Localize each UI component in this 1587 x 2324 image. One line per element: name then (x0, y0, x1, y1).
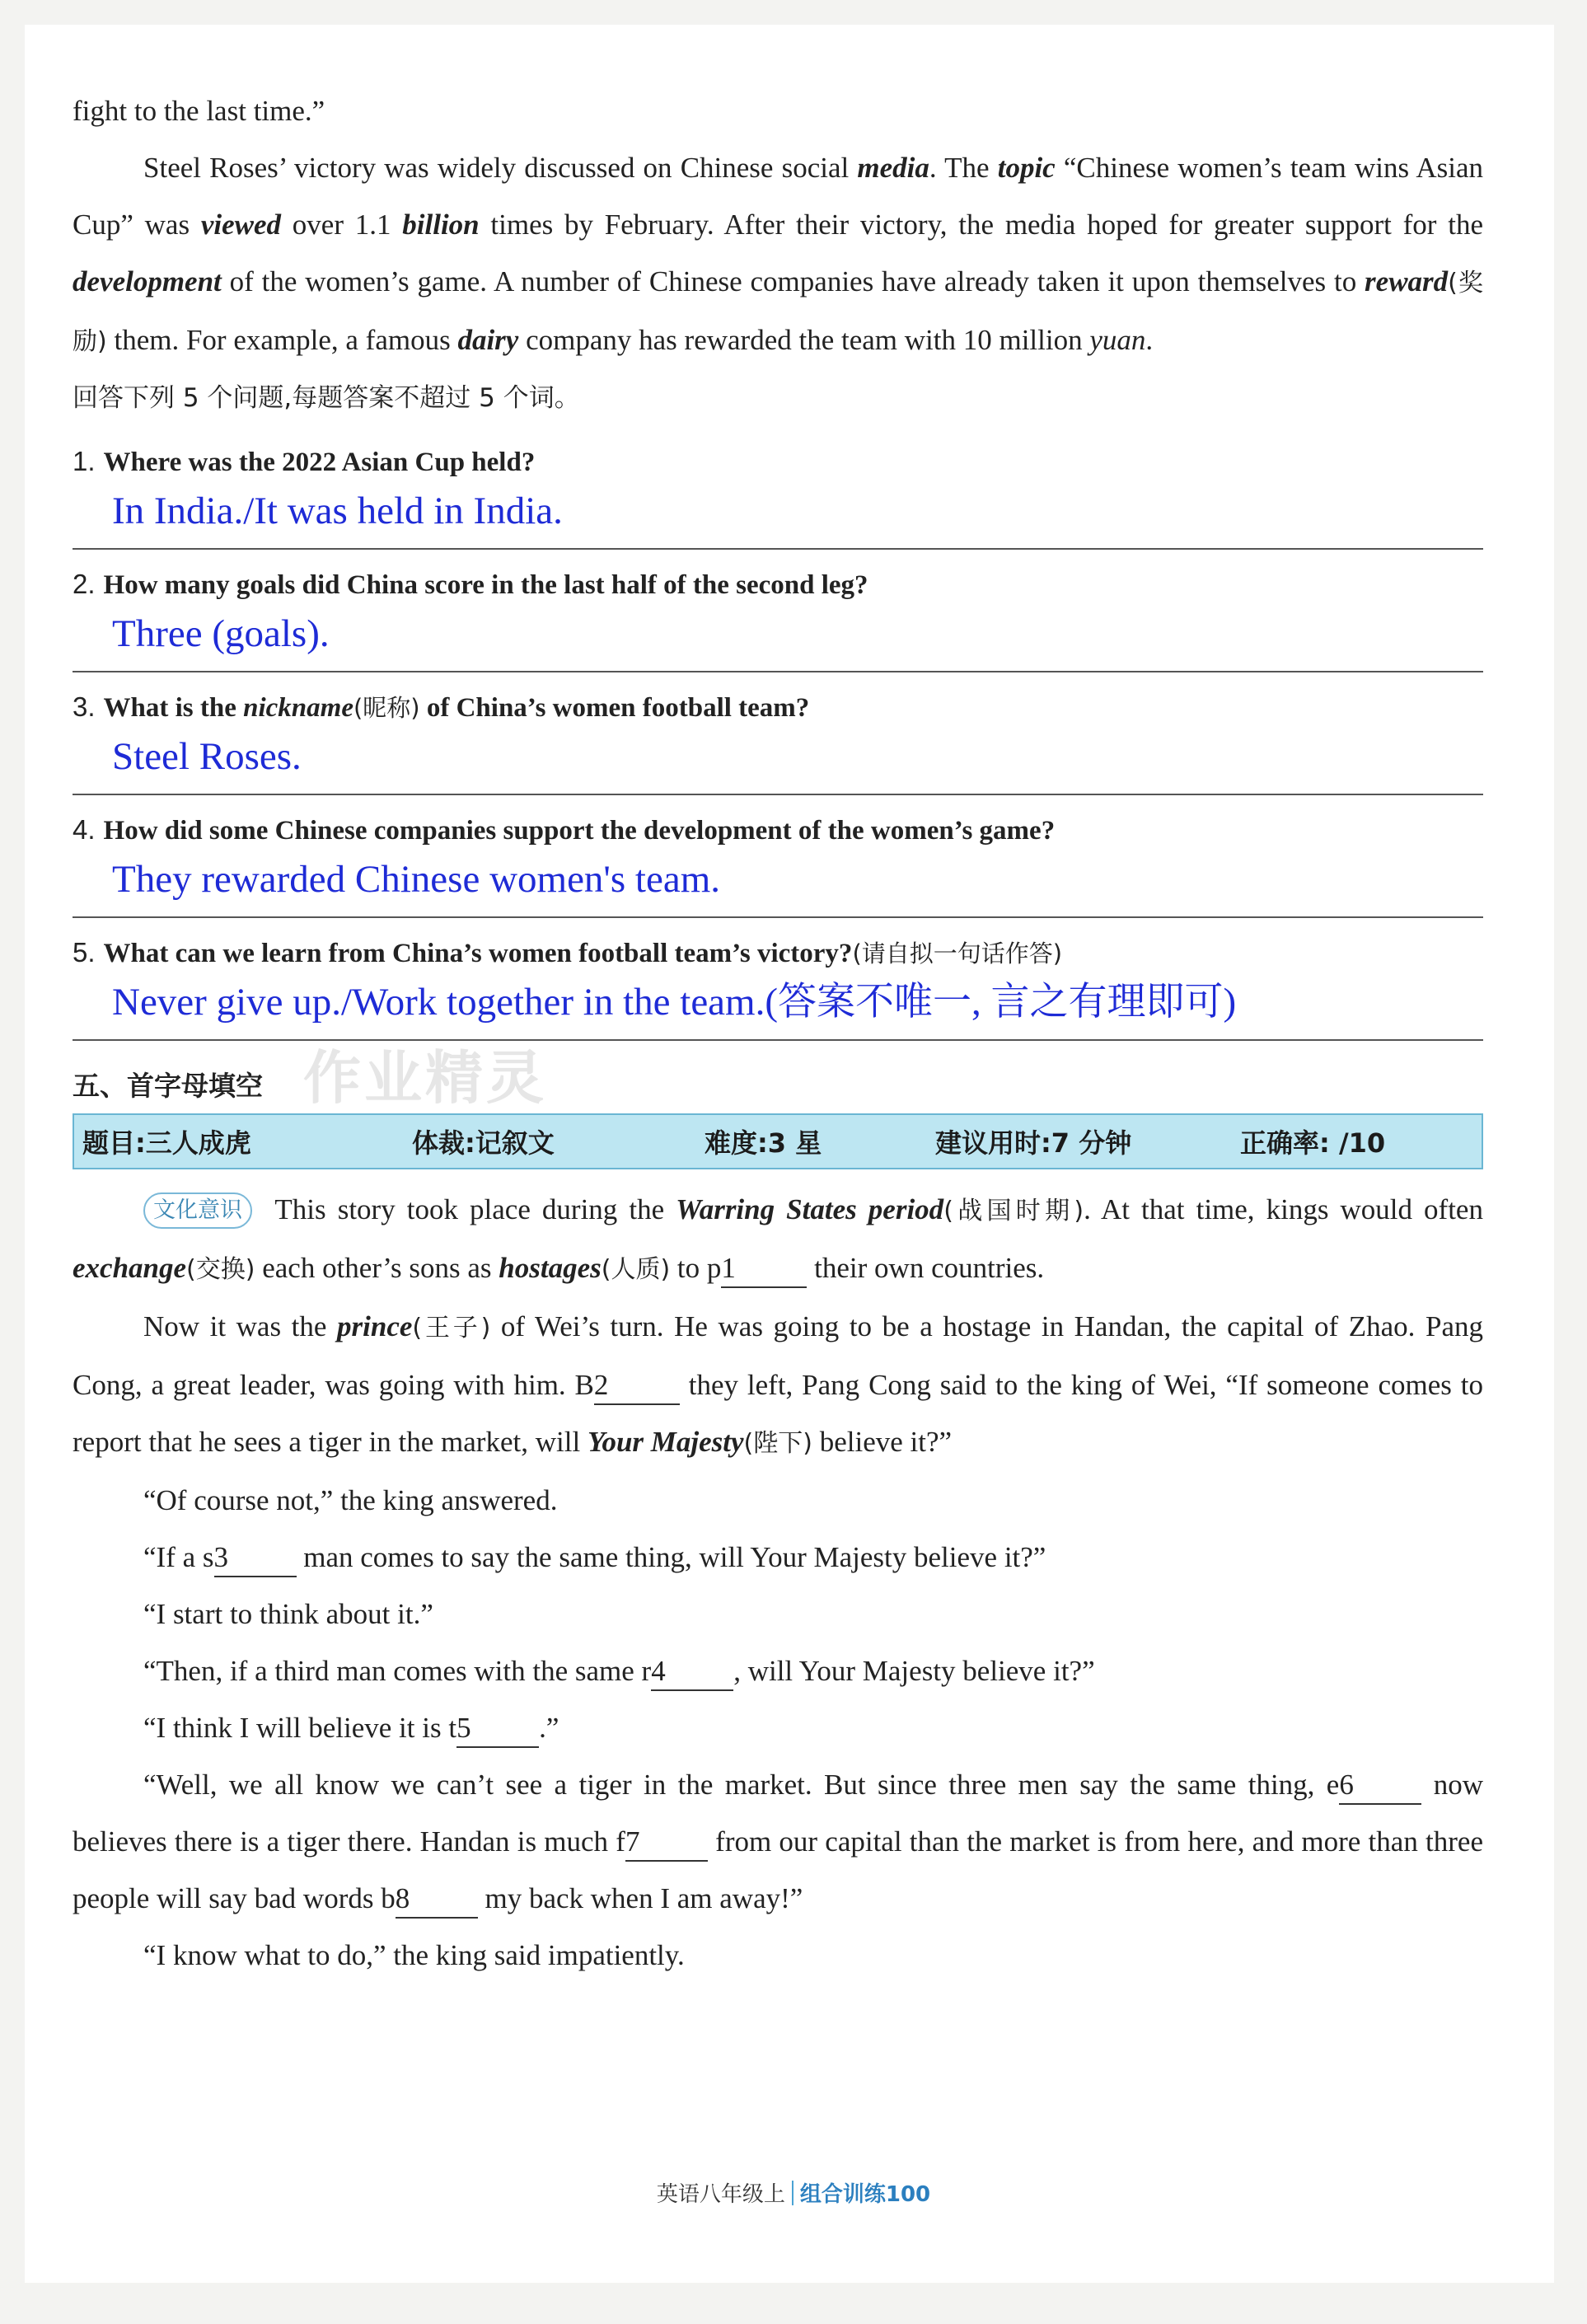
gloss-nickname: (昵称) (353, 694, 420, 722)
question-4 (73, 807, 1483, 918)
footer-book-title: 英语八年级上 (656, 2182, 785, 2207)
blank-7[interactable]: 7 (625, 1824, 708, 1862)
blank-2[interactable]: 2 (594, 1367, 680, 1405)
info-topic: 题目:三人成虎 (82, 1127, 251, 1159)
answer-text: They rewarded Chinese women's team. (112, 858, 721, 901)
question-text: How did some Chinese companies support the development of the women’s game? (103, 816, 1056, 846)
question-3: 3. What is the nickname(昵称) of China’s women football team? Steel Roses. (73, 684, 1483, 795)
passage-paragraph-media: Steel Roses’ victory was widely discussed on Chinese social media. The topic “Chinese women’s team wins Asian Cup” was viewed over 1.1 billion times by February. After their victory, the media hoped for greater support for the development of the women’s game. A number of Chinese companies have already taken it upon themselves to reward(奖励) them. For example, a famous dairy company has rewarded the team with 10 million yuan. (73, 152, 1483, 356)
section-title: 五、首字母填空 作业精灵 (73, 1044, 547, 1112)
page-footer (0, 2177, 1587, 2208)
keyword-warring-states: Warring States period (676, 1193, 944, 1225)
answer-text: In India./It was held in India. (112, 490, 563, 532)
footer-divider (792, 2181, 794, 2205)
question-note: (请自拟一句话作答) (852, 939, 1063, 968)
keyword-billion: billion (402, 209, 480, 241)
keyword-exchange: exchange (73, 1252, 187, 1284)
info-accuracy: 正确率: /10 (1240, 1127, 1386, 1159)
passage-paragraph-end: fight to the last time.” (73, 95, 325, 127)
blank-6[interactable]: 6 (1339, 1767, 1421, 1805)
culture-tag: 文化意识 (143, 1192, 252, 1229)
keyword-development: development (73, 265, 222, 298)
page-content (73, 82, 1483, 1984)
answer-text: Never give up./Work together in the team.(答案不唯一, 言之有理即可) (112, 981, 1237, 1024)
question-text: What can we learn from China’s women football team’s victory? (103, 939, 853, 968)
keyword-hostages: hostages (499, 1252, 602, 1284)
blank-8[interactable]: 8 (396, 1881, 478, 1919)
question-number: 1. (73, 446, 96, 476)
info-genre: 体裁:记叙文 (412, 1127, 555, 1159)
watermark-logo: 作业精灵 (303, 1044, 547, 1112)
keyword-prince: prince (337, 1310, 413, 1342)
blank-4[interactable]: 4 (651, 1653, 733, 1691)
answer-line[interactable] (73, 854, 1483, 918)
info-time: 建议用时:7 分钟 (935, 1127, 1132, 1159)
blank-1[interactable]: 1 (721, 1250, 807, 1288)
keyword-viewed: viewed (200, 209, 282, 241)
answer-text: Steel Roses. (112, 735, 302, 778)
footer-section: 组合训练 (799, 2182, 886, 2207)
story-paragraph-4: “If a s3 man comes to say the same thing, will Your Majesty believe it?” (73, 1529, 1483, 1586)
question-number: 3. (73, 691, 96, 722)
page-number: 100 (885, 2182, 931, 2207)
answer-line[interactable] (73, 485, 1483, 550)
story-paragraph-7: “I think I will believe it is t5 .” (73, 1699, 1483, 1756)
story-paragraph-8: “Well, we all know we can’t see a tiger in the market. But since three men say the same thing, e6 now believes there is a tiger there. Handan is much f7 from our capital than the market is from here, and more than three people will say bad words b8 my back when I am away!” (73, 1756, 1483, 1927)
blank-5[interactable]: 5 (456, 1710, 539, 1748)
question-number: 5. (73, 937, 96, 968)
answer-line[interactable] (73, 731, 1483, 795)
instruction-text: 回答下列 5 个问题,每题答案不超过 5 个词。 (73, 383, 580, 413)
story-paragraph-5: “I start to think about it.” (143, 1598, 433, 1630)
answer-text: Three (goals). (112, 612, 330, 655)
exercise-info-bar (73, 1113, 1483, 1169)
gloss-reward: (奖励) (73, 269, 1483, 356)
info-difficulty: 难度:3 星 (705, 1127, 822, 1159)
story-paragraph-9: “I know what to do,” the king said impatiently. (143, 1939, 685, 1971)
question-text: Where was the 2022 Asian Cup held? (103, 447, 536, 477)
story-paragraph-1: 文化意识 This story took place during the Warring States period(战国时期). At that time, kings would often exchange(交换) each other’s sons as hostages(人质) to p1 their own countries. (73, 1181, 1483, 1298)
keyword-yuan: yuan (1089, 324, 1146, 356)
question-text: How many goals did China score in the last half of the second leg? (103, 570, 868, 600)
keyword-topic: topic (997, 152, 1056, 184)
answer-line[interactable] (73, 977, 1483, 1041)
keyword-media: media (857, 152, 929, 184)
story-paragraph-2: Now it was the prince(王子) of Wei’s turn. He was going to be a hostage in Handan, the capital of Zhao. Pang Cong, a great leader, was going with him. B2 they left, Pang Cong said to the king of Wei, “If someone comes to report that he sees a tiger in the market, will Your Majesty(陛下) believe it?” (73, 1310, 1483, 1458)
keyword-nickname: nickname (243, 693, 353, 723)
story-paragraph-6: “Then, if a third man comes with the same r4 , will Your Majesty believe it?” (73, 1642, 1483, 1699)
question-2 (73, 561, 1483, 672)
keyword-dairy: dairy (457, 324, 519, 356)
story-paragraph-3: “Of course not,” the king answered. (143, 1484, 558, 1516)
blank-3[interactable]: 3 (214, 1539, 297, 1577)
question-1 (73, 438, 1483, 550)
keyword-reward: reward (1365, 265, 1449, 298)
question-number: 4. (73, 814, 96, 845)
question-number: 2. (73, 569, 96, 599)
question-5 (73, 930, 1483, 1041)
answer-line[interactable] (73, 608, 1483, 672)
keyword-your-majesty: Your Majesty (587, 1426, 744, 1458)
